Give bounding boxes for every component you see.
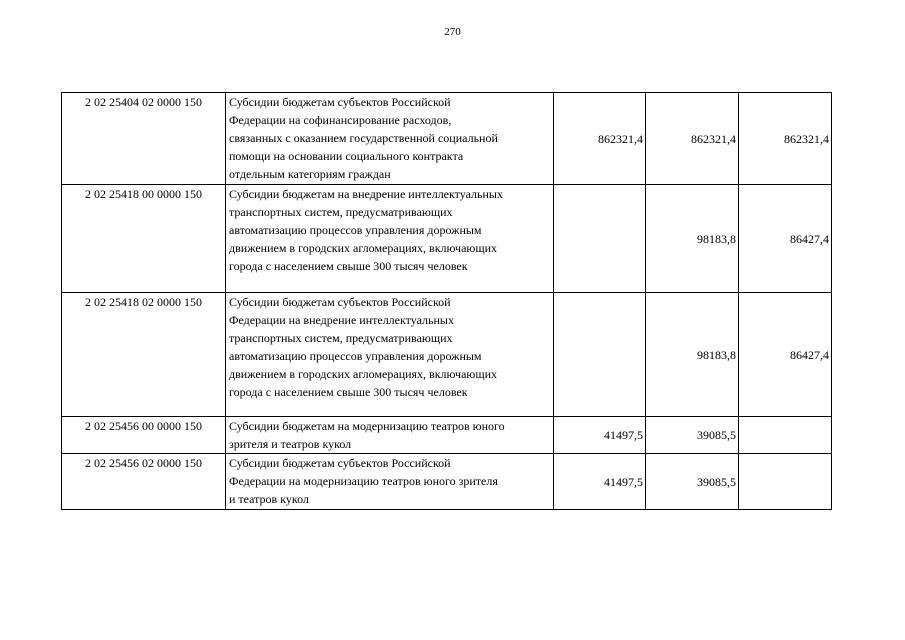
table-row xyxy=(62,454,832,510)
value-col-2: 98183,8 xyxy=(646,293,739,417)
value-col-3: 862321,4 xyxy=(739,93,832,185)
budget-description xyxy=(226,93,554,185)
value-col-1 xyxy=(554,293,646,417)
value-col-3 xyxy=(739,417,832,454)
value-col-2: 862321,4 xyxy=(646,93,739,185)
budget-code: 2 02 25418 02 0000 150 xyxy=(62,293,226,417)
description-line: и театров кукол xyxy=(229,492,309,506)
value-col-1: 41497,5 xyxy=(554,417,646,454)
description-line: движением в городских агломерациях, включающих xyxy=(229,367,498,381)
table-row xyxy=(62,93,832,185)
description-line: города с населением свыше 300 тысяч человек xyxy=(229,259,468,273)
budget-code: 2 02 25456 02 0000 150 xyxy=(62,454,226,510)
description-line: Субсидии бюджетам субъектов Российской xyxy=(229,295,451,309)
table-row xyxy=(62,185,832,293)
value-col-1: 41497,5 xyxy=(554,454,646,510)
budget-code: 2 02 25456 00 0000 150 xyxy=(62,417,226,454)
value-col-1: 862321,4 xyxy=(554,93,646,185)
description-line: зрителя и театров кукол xyxy=(229,437,352,451)
budget-table xyxy=(61,92,832,510)
description-line: автоматизацию процессов управления дорожным xyxy=(229,223,482,237)
value-col-2: 39085,5 xyxy=(646,417,739,454)
value-col-3 xyxy=(739,454,832,510)
budget-description xyxy=(226,417,554,454)
description-line: связанных с оказанием государственной социальной xyxy=(229,131,498,145)
description-line: города с населением свыше 300 тысяч человек xyxy=(229,385,468,399)
description-line: помощи на основании социального контракта xyxy=(229,149,464,163)
budget-description xyxy=(226,185,554,293)
value-col-3: 86427,4 xyxy=(739,185,832,293)
description-line: Субсидии бюджетам на модернизацию театров юного xyxy=(229,419,505,433)
budget-code: 2 02 25418 00 0000 150 xyxy=(62,185,226,293)
description-line: Субсидии бюджетам субъектов Российской xyxy=(229,456,451,470)
description-line: транспортных систем, предусматривающих xyxy=(229,331,453,345)
description-line: транспортных систем, предусматривающих xyxy=(229,205,453,219)
value-col-1 xyxy=(554,185,646,293)
description-line: Субсидии бюджетам субъектов Российской xyxy=(229,95,451,109)
description-line: Федерации на внедрение интеллектуальных xyxy=(229,313,454,327)
value-col-2: 98183,8 xyxy=(646,185,739,293)
budget-description xyxy=(226,454,554,510)
value-col-2: 39085,5 xyxy=(646,454,739,510)
table-row xyxy=(62,417,832,454)
description-line: движением в городских агломерациях, включающих xyxy=(229,241,498,255)
description-line: Федерации на софинансирование расходов, xyxy=(229,113,452,127)
description-line: отдельным категориям граждан xyxy=(229,167,391,181)
budget-code: 2 02 25404 02 0000 150 xyxy=(62,93,226,185)
description-line: Федерации на модернизацию театров юного зрителя xyxy=(229,474,498,488)
page-number: 270 xyxy=(444,26,461,38)
table-row xyxy=(62,293,832,417)
value-col-3: 86427,4 xyxy=(739,293,832,417)
description-line: Субсидии бюджетам на внедрение интеллектуальных xyxy=(229,187,503,201)
description-line: автоматизацию процессов управления дорожным xyxy=(229,349,482,363)
budget-description xyxy=(226,293,554,417)
